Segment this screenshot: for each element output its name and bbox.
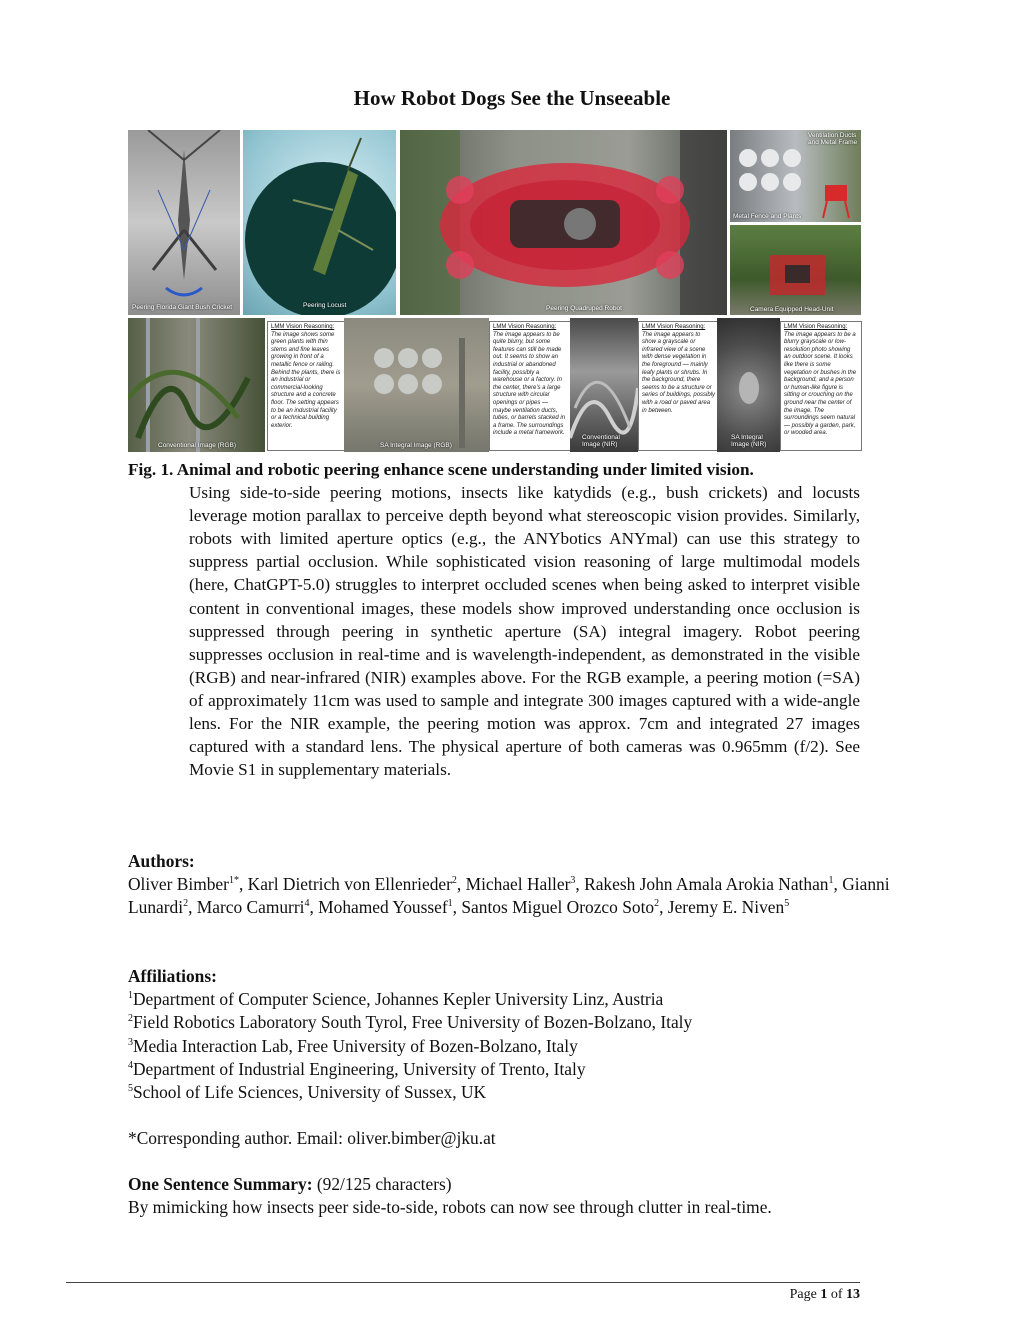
robot-overlay-illustration	[400, 130, 727, 315]
author-name: Rakesh John Amala Arokia Nathan	[584, 874, 829, 895]
sa-rgb-label: SA Integral Image (RGB)	[380, 442, 452, 449]
author-affiliation-mark: 1*	[228, 875, 239, 887]
fence-label: Metal Fence and Plants	[733, 213, 802, 220]
affiliation-text: Department of Industrial Engineering, University of Trento, Italy	[133, 1058, 586, 1079]
authors-heading: Authors:	[128, 851, 195, 871]
locust-illustration	[243, 130, 396, 315]
ducts-photo	[730, 130, 861, 222]
robot-label: Peering Quadruped Robot	[546, 305, 622, 312]
lmm-bubble-sa-rgb: LMM Vision Reasoning: The image appears to be quite blurry, but some features can still be made out. It seems to show an industrial or abandoned facility, possibly a warehouse or a factory. In the center, there's a large structure with circular openings or pipes — maybe ventilation ducts, tubes, or barrels stacked in a frame. The surroundings include a metal framework.	[489, 321, 571, 451]
locust-photo	[243, 130, 396, 315]
authors-list: Oliver Bimber$^{1*}$, Karl Dietrich von Ellenrieder$^2$, Michael Haller$^3$, Rakesh John Amala Arokia Nathan$^1$, Gianni Lunardi$^2$, Marco Camurri$^4$, Mohamed Youssef$^1$, Santos Miguel Orozco Soto$^2$, Jeremy E. Niven$^5$	[128, 874, 890, 918]
caption-heading: Fig. 1. Animal and robotic peering enhance scene understanding under limited vision.	[128, 460, 754, 479]
affiliation-number: 2	[128, 1013, 133, 1025]
author-affiliation-mark: 2	[451, 875, 457, 887]
summary-label: One Sentence Summary:	[128, 1174, 313, 1194]
conventional-nir-illustration	[570, 318, 638, 452]
summary-text: By mimicking how insects peer side-to-side, robots can now see through clutter in real-time.	[128, 1197, 772, 1218]
sa-rgb-photo	[344, 318, 489, 452]
conventional-nir-photo	[570, 318, 638, 452]
cricket-photo	[128, 130, 240, 315]
conventional-rgb-label: Conventional Image (RGB)	[158, 442, 237, 449]
affiliation-text: School of Life Sciences, University of Sussex, UK	[133, 1082, 487, 1103]
figure-caption	[128, 458, 860, 781]
authors-section	[128, 850, 898, 920]
author-name: Karl Dietrich von Ellenrieder	[247, 874, 452, 895]
paper-title: How Robot Dogs See the Unseeable	[353, 86, 671, 110]
author-name: Oliver Bimber	[128, 874, 229, 895]
author-affiliation-mark: 1	[828, 875, 834, 887]
author-affiliation-mark: 2	[183, 898, 189, 910]
footer-rule	[66, 1282, 860, 1283]
cricket-label: Peering Florida Giant Bush Cricket	[132, 304, 233, 311]
affiliation-number: 3	[128, 1036, 133, 1048]
affiliations-heading: Affiliations:	[128, 966, 217, 986]
author-name: Mohamed Youssef	[318, 897, 448, 918]
robot-photo	[400, 130, 727, 315]
summary-count: (92/125 characters)	[316, 1174, 452, 1194]
sa-rgb-illustration	[344, 318, 489, 452]
affiliation-text: Field Robotics Laboratory South Tyrol, Free University of Bozen-Bolzano, Italy	[133, 1012, 693, 1033]
affiliation-number: 1	[128, 990, 133, 1002]
author-affiliation-mark: 4	[304, 898, 310, 910]
affiliation-item	[128, 1011, 898, 1034]
conventional-rgb-photo	[128, 318, 265, 452]
author-name: Jeremy E. Niven	[667, 897, 785, 918]
affiliation-text: Department of Computer Science, Johannes Kepler University Linz, Austria	[133, 989, 664, 1010]
affiliation-item	[128, 1081, 898, 1104]
affiliation-number: 5	[128, 1083, 133, 1095]
sa-nir-label: SA Integral Image (NIR)	[731, 434, 767, 448]
caption-body: Using side-to-side peering motions, insects like katydids (e.g., bush crickets) and locusts leverage motion parallax to perceive depth beyond what stereoscopic vision provides. Similarly, robots with limited aperture optics (e.g., the ANYbotics ANYmal) can use this strategy to suppress partial occlusion. While sophisticated vision reasoning of large multimodal models (here, ChatGPT-5.0) struggles to interpret occluded scenes when being asked to interpret visible content in conventional images, these models show improved understanding once occlusion is suppressed through peering in synthetic aperture (SA) integral imagery. Robot peering suppresses occlusion in real-time and is wavelength-independent, as demonstrated in the visible (RGB) and near-infrared (NIR) examples above. For the RGB example, a peering motion (=SA) of approximately 11cm was used to sample and integrate 300 images captured with a wide-angle lens. For the NIR example, the peering motion was approx. 7cm and integrated 27 images captured with a standard lens. The physical aperture of both cameras was 0.965mm (f/2). See Movie S1 in supplementary materials.	[189, 483, 860, 780]
author-affiliation-mark: 3	[570, 875, 576, 887]
lmm-bubble-sa-nir: LMM Vision Reasoning: The image appears to be a blurry grayscale or low-resolution photo showing an outdoor scene. It looks like there is some vegetation or bushes in the background, and a person or human-like figure is sitting or crouching on the ground near the center of the image. The surroundings seem natural — possibly a garden, park, or wooded area.	[780, 321, 862, 451]
locust-label: Peering Locust	[303, 302, 347, 309]
cricket-illustration	[128, 130, 240, 315]
sa-nir-illustration	[717, 318, 780, 452]
sa-nir-photo	[717, 318, 780, 452]
lmm-bubble-conventional-rgb: LMM Vision Reasoning: The image shows some green plants with thin stems and fine leaves growing in front of a metallic fence or railing. Behind the plants, there is an industrial or commercial-looking structure and a concrete floor. The setting appears to be an industrial facility or a technical building exterior.	[267, 321, 345, 451]
affiliation-item	[128, 1035, 898, 1058]
affiliation-text: Media Interaction Lab, Free University of Bozen-Bolzano, Italy	[133, 1035, 578, 1056]
conventional-nir-label: Conventional Image (NIR)	[582, 434, 620, 448]
ducts-label: Ventilation Ducts and Metal Frame	[808, 132, 858, 146]
corresponding-author: *Corresponding author. Email: oliver.bimber@jku.at	[128, 1128, 496, 1148]
author-name: Marco Camurri	[196, 897, 305, 918]
author-name: Gianni Lunardi	[128, 874, 890, 918]
summary-section	[128, 1173, 898, 1219]
affiliations-list	[128, 988, 898, 1104]
camera-label: Camera Equipped Head-Unit	[750, 306, 834, 313]
author-name: Santos Miguel Orozco Soto	[461, 897, 655, 918]
affiliation-item	[128, 1058, 898, 1081]
affiliation-item	[128, 988, 898, 1011]
affiliation-number: 4	[128, 1060, 133, 1072]
camera-head-illustration	[730, 225, 861, 315]
author-name: Michael Haller	[465, 874, 571, 895]
author-affiliation-mark: 5	[784, 898, 790, 910]
figure-1	[128, 130, 861, 452]
lmm-bubble-conventional-nir: LMM Vision Reasoning: The image appears to show a grayscale or infrared view of a scene with dense vegetation in the foreground — mainly leafy plants or shrubs. In the background, there seems to be a structure or series of buildings, possibly with a road or paved area in between.	[638, 321, 720, 451]
author-affiliation-mark: 2	[654, 898, 660, 910]
camera-head-photo	[730, 225, 861, 315]
affiliations-section	[128, 965, 898, 1104]
author-affiliation-mark: 1	[447, 898, 453, 910]
page-number: Page 1 of 13	[789, 1287, 860, 1302]
conventional-rgb-illustration	[128, 318, 265, 452]
